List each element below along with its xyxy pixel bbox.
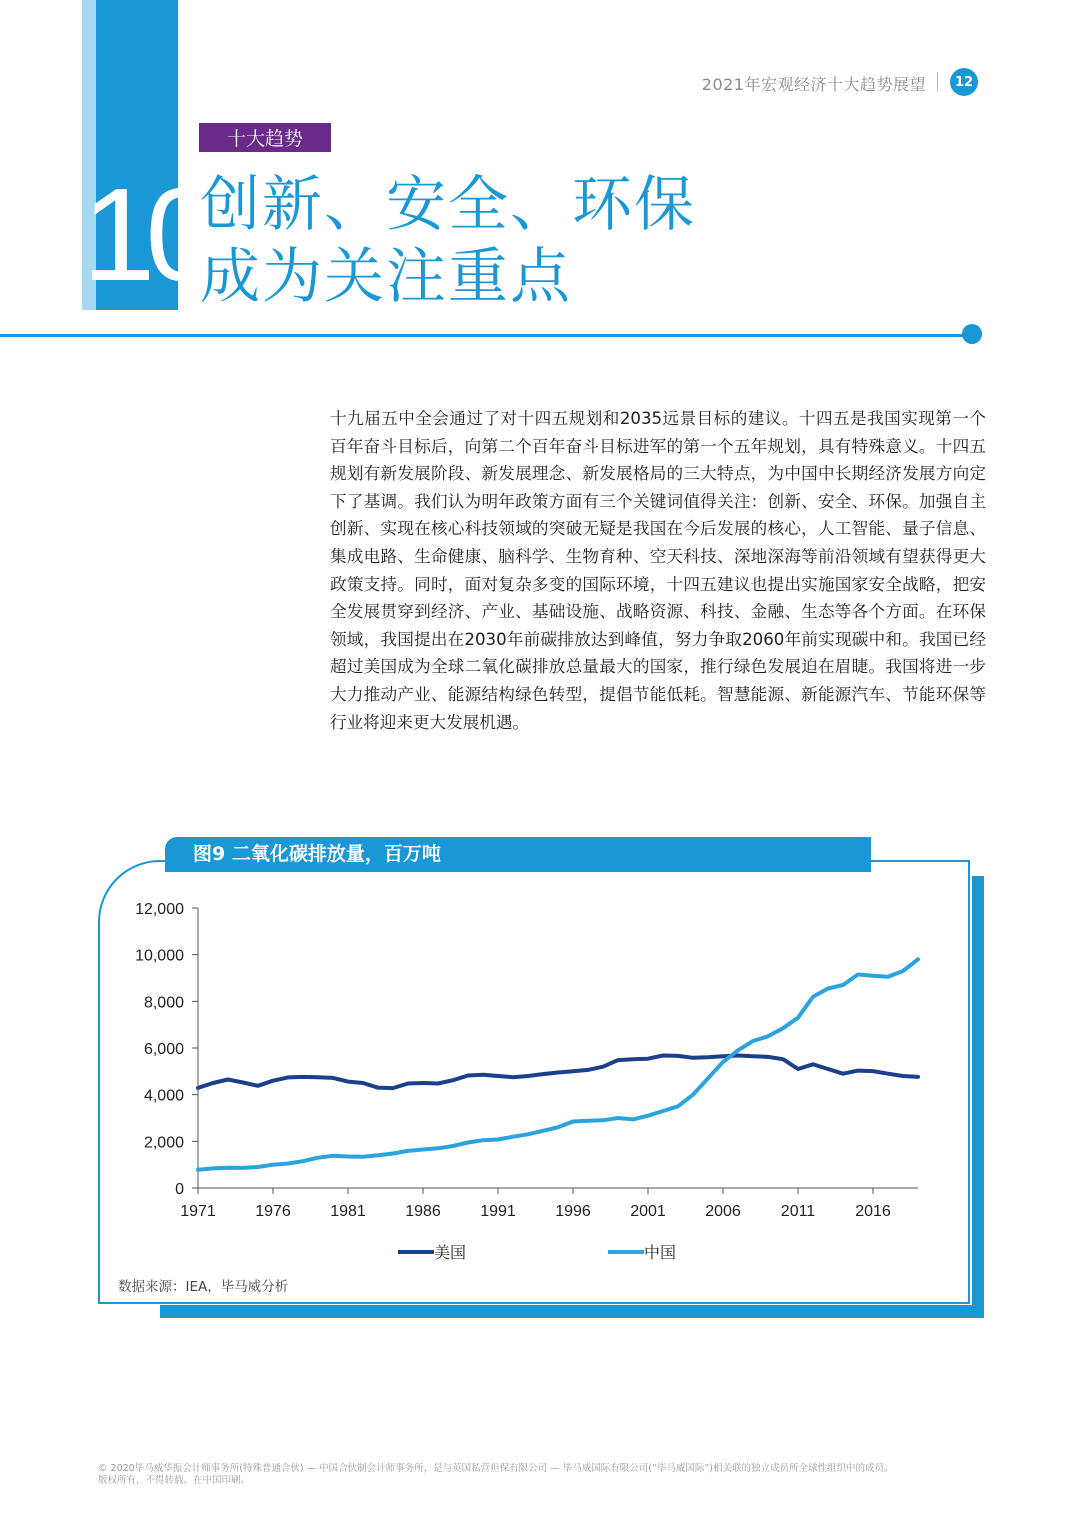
y-tick-label: 4,000 [143,1087,184,1105]
y-tick-label: 12,000 [135,901,184,918]
y-axis [135,901,198,1198]
footer-line2: 版权所有，不得转载。在中国印刷。 [98,1475,251,1486]
x-tick-label: 1996 [555,1203,591,1220]
section-title-line2: 成为关注重点 [200,242,572,312]
x-tick-label: 2001 [630,1203,666,1220]
y-tick-label: 0 [175,1181,184,1198]
report-title: 2021年宏观经济十大趋势展望 [701,75,926,94]
x-axis [180,1188,918,1220]
legend-label-usa: 美国 [434,1243,467,1262]
x-tick-label: 1991 [480,1203,516,1220]
legend-label-china: 中国 [644,1243,677,1262]
section-divider [0,334,970,337]
section-number: 10 [82,161,209,308]
figure-shadow-bottom [160,1305,984,1318]
x-tick-label: 2016 [855,1203,891,1220]
x-tick-label: 1971 [180,1203,216,1220]
series-lines [198,959,918,1170]
series-line-usa [198,1056,918,1089]
header-separator [937,72,938,92]
figure-source: 数据来源：IEA，毕马威分析 [118,1279,289,1295]
body-paragraph: 十九届五中全会通过了对十四五规划和2035远景目标的建议。十四五是我国实现第一个百年奋斗目标后，向第二个百年奋斗目标进军的第一个五年规划，具有特殊意义。十四五规划有新发展阶段、新发展理念、新发展格局的三大特点，为中国中长期经济发展方向定下了基调。我们认为明年政策方面有三个关键词值得关注：创新、安全、环保。加强自主创新、实现在核心科技领域的突破无疑是我国在今后发展的核心，人工智能、量子信息、集成电路、生命健康、脑科学、生物育种、空天科技、深地深海等前沿领域有望获得更大政策支持。同时，面对复杂多变的国际环境，十四五建议也提出实施国家安全战略，把安全发展贯穿到经济、产业、基础设施、战略资源、科技、金融、生态等各个方面。在环保领域，我国提出在2030年前碳排放达到峰值，努力争取2060年前实现碳中和。我国已经超过美国成为全球二氧化碳排放总量最大的国家，推行绿色发展迫在眉睫。我国将进一步大力推动产业、能源结构绿色转型，提倡节能低耗。智慧能源、新能源汽车、节能环保等行业将迎来更大发展机遇。 [330,409,986,732]
x-tick-label: 2006 [705,1203,741,1220]
divider-dot [962,324,982,344]
footer-line1: © 2020毕马威华振会计师事务所(特殊普通合伙) — 中国合伙制会计师事务所，是与英国私营担保有限公司 — 毕马威国际有限公司(“毕马威国际”)相关联的独立成员所全球性组织中的成员。 [98,1463,894,1474]
x-tick-label: 2011 [780,1203,816,1220]
footer-copyright [98,1463,978,1487]
y-tick-label: 2,000 [143,1134,184,1152]
y-tick-label: 6,000 [143,1041,184,1058]
x-tick-label: 1986 [405,1203,441,1220]
chart-legend [398,1243,676,1262]
co2-emissions-chart [100,880,960,1270]
section-tag: 十大趋势 [199,123,331,152]
section-title-line1: 创新、安全、环保 [200,170,696,240]
x-tick-label: 1981 [330,1203,366,1220]
figure-shadow-right [972,876,984,1318]
y-tick-label: 10,000 [135,947,184,965]
page-number-badge: 12 [950,68,978,96]
x-tick-label: 1976 [255,1203,291,1220]
figure-title: 图9 二氧化碳排放量，百万吨 [193,843,441,865]
y-tick-label: 8,000 [143,994,184,1012]
